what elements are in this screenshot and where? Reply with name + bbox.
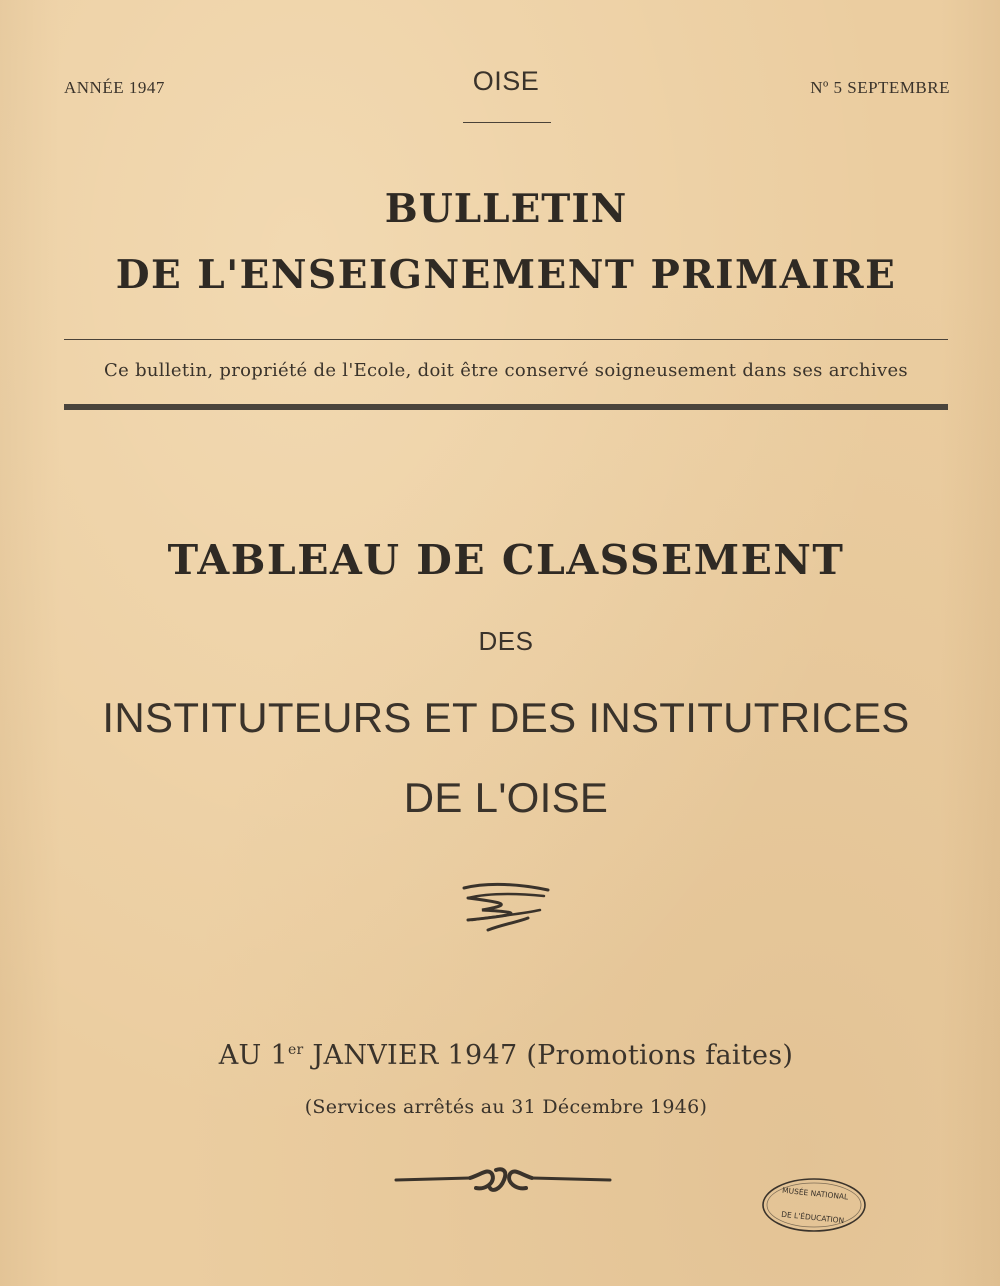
bulletin-title-line1: BULLETIN (384, 186, 628, 232)
divider-thin (64, 339, 948, 340)
department-label: OISE (472, 66, 540, 96)
svg-text:MUSÉE NATIONAL: MUSÉE NATIONAL (781, 1185, 849, 1202)
date-superscript: er (287, 1042, 304, 1058)
main-title: TABLEAU DE CLASSEMENT (167, 536, 845, 584)
museum-stamp (760, 1176, 868, 1234)
zigzag-ornament-icon (458, 880, 554, 940)
bulletin-title-line2: DE L'ENSEIGNEMENT PRIMAIRE (115, 252, 897, 298)
date-prefix: AU 1 (218, 1040, 288, 1071)
scroll-ornament-icon (392, 1162, 614, 1198)
archive-notice: Ce bulletin, propriété de l'Ecole, doit être conservé soigneusement dans ses archives (104, 360, 908, 381)
subject-line2: DE L'OISE (403, 774, 609, 821)
des-label: DES (478, 626, 534, 656)
date-rest: JANVIER 1947 (Promotions faites) (303, 1040, 794, 1071)
issue-label: Nº 5 SEPTEMBRE (810, 78, 950, 97)
subject-line1: INSTITUTEURS ET DES INSTITUTRICES (102, 694, 910, 741)
department-underline (463, 122, 551, 123)
svg-text:DE L'ÉDUCATION: DE L'ÉDUCATION (780, 1209, 845, 1226)
year-label: ANNÉE 1947 (64, 78, 165, 97)
services-note: (Services arrêtés au 31 Décembre 1946) (304, 1096, 708, 1118)
date-line (0, 1040, 1000, 1071)
divider-thick (64, 404, 948, 410)
